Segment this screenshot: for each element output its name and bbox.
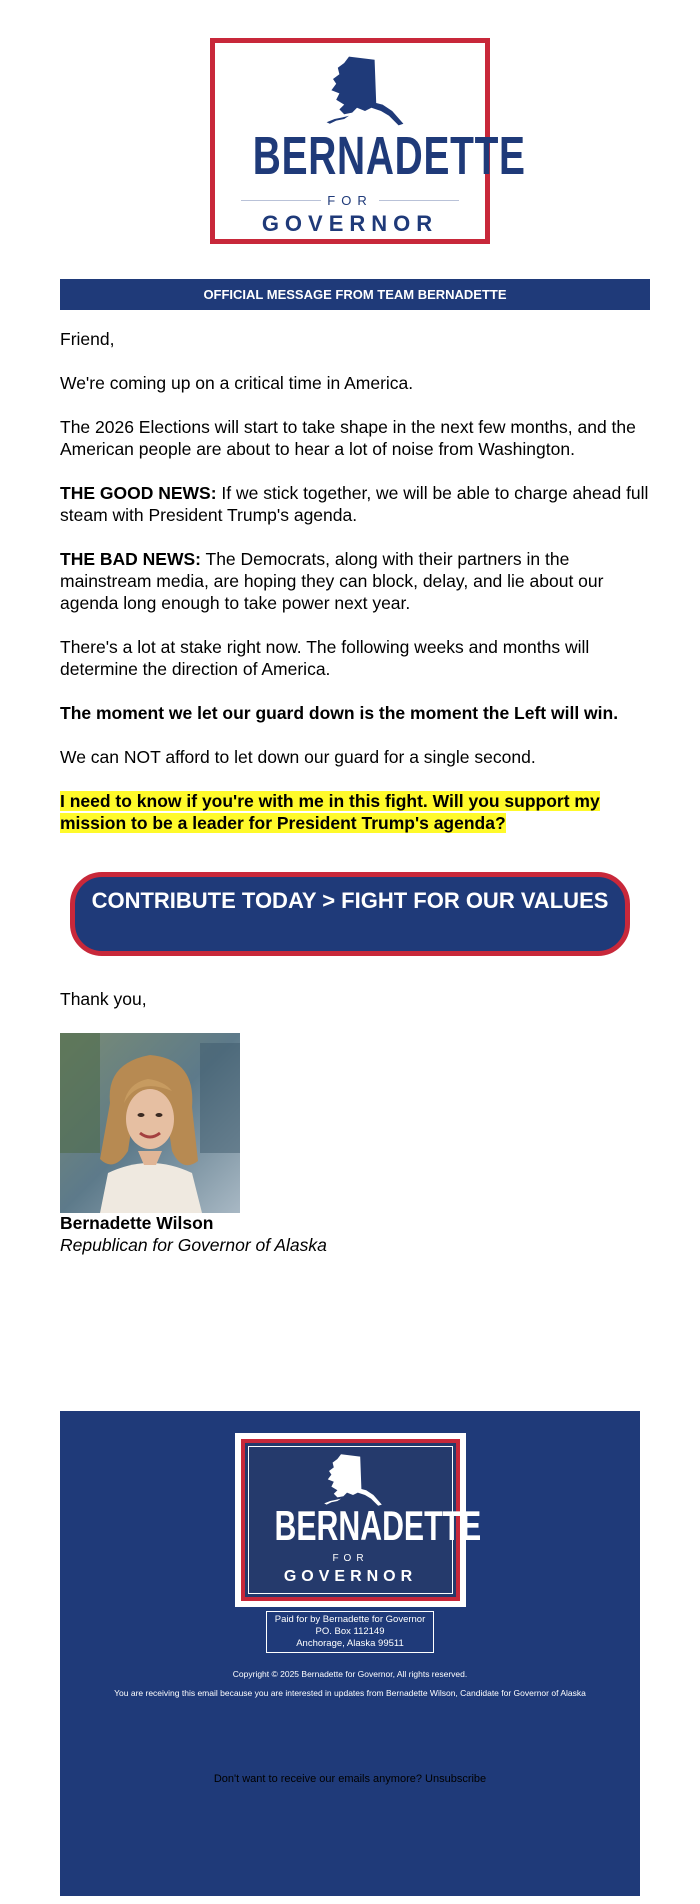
candidate-photo (60, 1033, 240, 1213)
address-line: Anchorage, Alaska 99511 (296, 1638, 404, 1649)
footer-logo-name: BERNADETTE (274, 1502, 482, 1549)
receiving-reason-text: You are receiving this email because you are interested in updates from Bernadette Wilson, Candidate for Governor of Alaska (114, 1688, 586, 1698)
alaska-map-icon (323, 1453, 383, 1507)
paragraph-stakes: There's a lot at stake right now. The following weeks and months will determine the direction of America. (60, 637, 590, 679)
footer (60, 1411, 640, 1896)
signature-name: Bernadette Wilson (60, 1213, 214, 1233)
bad-news-label: THE BAD NEWS: (60, 549, 201, 569)
email-body (60, 328, 650, 856)
alaska-map-icon (325, 55, 405, 127)
highlighted-ask: I need to know if you're with me in this fight. Will you support my mission to be a leader for President Trump's agenda? (60, 791, 600, 833)
footer-logo-for: FOR (332, 1553, 369, 1564)
paid-for-box (266, 1611, 434, 1653)
greeting: Friend, (60, 329, 115, 349)
footer-logo[interactable] (235, 1433, 482, 1607)
logo-name: BERNADETTE (252, 126, 526, 186)
candidate-portrait-illustration (60, 1033, 240, 1213)
contribute-button[interactable]: CONTRIBUTE TODAY > FIGHT FOR OUR VALUES (70, 872, 630, 956)
paragraph-guard-down: The moment we let our guard down is the moment the Left will win. (60, 703, 619, 723)
paid-for-line: Paid for by Bernadette for Governor (274, 1614, 426, 1625)
logo-divider (379, 200, 459, 201)
signature-title: Republican for Governor of Alaska (60, 1235, 327, 1255)
paragraph-good-news (60, 482, 650, 526)
po-box-line: PO. Box 112149 (315, 1626, 385, 1637)
logo-governor: GOVERNOR (261, 211, 439, 236)
footer-logo-panel (241, 1439, 482, 1601)
copyright-text: Copyright © 2025 Bernadette for Governor, All rights reserved. (232, 1669, 468, 1679)
thanks-text: Thank you, (60, 989, 147, 1009)
paragraph-highlight (60, 790, 650, 834)
paragraph-cannot-afford: We can NOT afford to let down our guard for a single second. (60, 747, 536, 767)
footer-logo-governor: GOVERNOR (283, 1568, 418, 1585)
campaign-logo[interactable] (210, 38, 526, 244)
unsubscribe-link[interactable]: Don't want to receive our emails anymore? Unsubscribe (213, 1773, 487, 1785)
logo-for-row (241, 193, 459, 207)
good-news-label: THE GOOD NEWS: (60, 483, 217, 503)
logo-for: FOR (327, 193, 373, 208)
official-message-banner: OFFICIAL MESSAGE FROM TEAM BERNADETTE (60, 279, 650, 310)
paragraph-critical-time: We're coming up on a critical time in America. (60, 373, 414, 393)
paragraph-bad-news (60, 548, 650, 614)
good-news-text: If we stick together, we will be able to charge ahead full steam with President Trump's agenda. (60, 483, 649, 525)
bad-news-text: The Democrats, along with their partners in the mainstream media, are hoping they can block, delay, and lie about our agenda long enough to take power next year. (60, 549, 604, 613)
paragraph-elections: The 2026 Elections will start to take shape in the next few months, and the American people are about to hear a lot of noise from Washington. (60, 417, 636, 459)
cta-wrapper (70, 872, 630, 956)
